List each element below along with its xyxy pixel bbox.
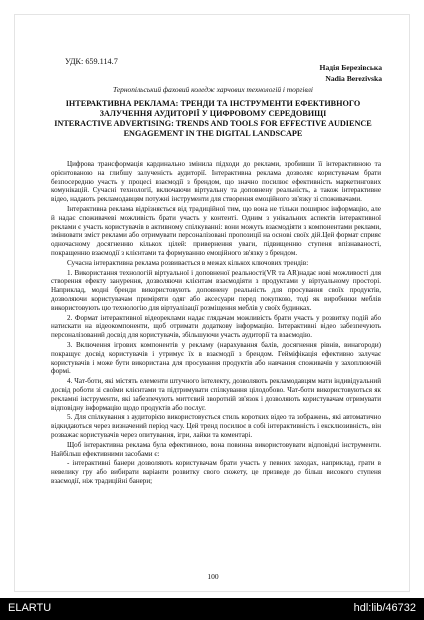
author-name-ua: Надія Березівська	[319, 63, 382, 72]
title-ukrainian: ІНТЕРАКТИВНА РЕКЛАМА: ТРЕНДИ ТА ІНСТРУМЕНТИ ЕФЕКТИВНОГО ЗАЛУЧЕННЯ АУДИТОРІЇ У ЦИФРОВОМУ СЕРЕДОВИЩІ	[65, 99, 361, 118]
paragraph: Цифрова трансформація кардинально змінила підходи до реклами, зробивши її інтерактивною та орієнтованою на глибшу залученість аудиторії. Інтерактивна реклама дозволяє користувачам брати безпосередню участь у процесі взаємодії з брендом, що значно посилює ефективність маркетингових комунікацій. Сучасні технології, включаючи віртуальну та доповнену реальність, а також інтерактивне відео, надають рекламодавцям потужні інструменти для створення емоційного зв'язку зі споживачами.	[51, 160, 381, 204]
title-english: INTERACTIVE ADVERTISING: TRENDS AND TOOLS FOR EFFECTIVE AUDIENCE ENGAGEMENT IN THE DIGITAL LANDSCAPE	[54, 119, 372, 138]
author-name-en: Nadia Berezivska	[325, 74, 382, 83]
paragraph: Сучасна інтерактивна реклама розвивається в межах кількох ключових трендів:	[67, 258, 309, 267]
paragraph: 2. Формат інтерактивної відеореклами надає глядачам можливість брати участь у розвитку подій або натискати на відеокомпоненти, щоб отримати додаткову інформацію. Інтерактивні відео забезпечують персоналізований досвід для користувачів, збільшуючи участь аудиторії та взаємодію.	[51, 313, 381, 340]
page-number: 100	[207, 572, 219, 581]
article-title	[45, 99, 381, 139]
article-body	[51, 160, 381, 487]
author-affiliation: Тернопільський фаховий коледж харчових технологій і торгівлі	[113, 85, 313, 94]
handle-identifier: hdl:lib/46732	[353, 602, 416, 614]
udc-code: УДК: 659.114.7	[65, 57, 118, 66]
paragraph: - інтерактивні банери дозволяють користувачам брати участь у певних заходах, наприклад, грати в невелику гру або вибирати варіанти розвитку свого сюжету, це призведе до більш високого ступеня взаємодії, ніж традиційні банери;	[51, 459, 381, 485]
paragraph: Щоб інтерактивна реклама була ефективною, вона повинна використовувати відповідні інструменти. Найбільш ефективними засобами є:	[51, 440, 381, 458]
paragraph: Інтерактивна реклама відрізняється від традиційної тим, що вона не тільки поширює інформацію, але й надає споживачеві можливість брати участь у контенті. Одним з унікальних аспектів інтерактивної реклами є участь користувачів в активному спілкуванні: вони можуть взаємодіяти з компонентами реклами, змінювати зміст реклами або отримувати персоналізовані пропозиції на основі своїх дій.Цей формат сприяє одночасному досягненню кількох цілей: привернення уваги, підвищенню ступеня впізнаваності, покращенню взаємодії з клієнтами та формуванню емоційного зв'язку з брендом.	[51, 204, 381, 257]
repository-footer-bar	[0, 598, 424, 620]
paragraph: 3. Включення ігрових компонентів у рекламу (нарахування балів, досягнення рівнів, винагороди) покращує досвід користувачів і утримує їх в взаємодії з брендом. Гейміфікація ефективно залучає користувачів і може бути використана для просування продуктів або навчання споживачів у захоплюючій формі.	[51, 340, 381, 376]
document-page	[14, 14, 410, 592]
paragraph: 1. Використання технологій віртуальної і доповненої реальності(VR та AR)надає нові можливості для створення ефекту занурення, дозволяючи клієнтам взаємодіяти з продуктами у віртуальному просторі. Наприклад, модні бренди використовують доповнену реальність для просування своїх продуктів, дозволяючи користувачам приміряти одяг або аксесуари перед покупкою, тоді як виробники меблів використовують цю технологію для віртуалізації розміщення меблів у своїх будинках.	[51, 268, 381, 312]
paragraph: 5. Для спілкування з аудиторією використовується стиль коротких відео та зображень, які автоматично відкидаються через визначений період часу. Цей тренд посилює в собі інтерактивність і ексклюзивність, він розважає користувачів через опитування, ігри, лайки та коментарі.	[51, 413, 381, 439]
repository-name: ELARTU	[8, 602, 52, 614]
paragraph: 4. Чат-боти, які містять елементи штучного інтелекту, дозволяють рекламодавцям мати індивідуальний досвід роботи зі своїми клієнтами та підтримувати спілкування цілодобово. Чат-боти використовуються як рекламні інструменти, які забезпечують миттєвий зворотній зв'язок і дозволяють користувачам отримувати відповідну інформацію щодо продуктів або послуг.	[51, 377, 381, 412]
